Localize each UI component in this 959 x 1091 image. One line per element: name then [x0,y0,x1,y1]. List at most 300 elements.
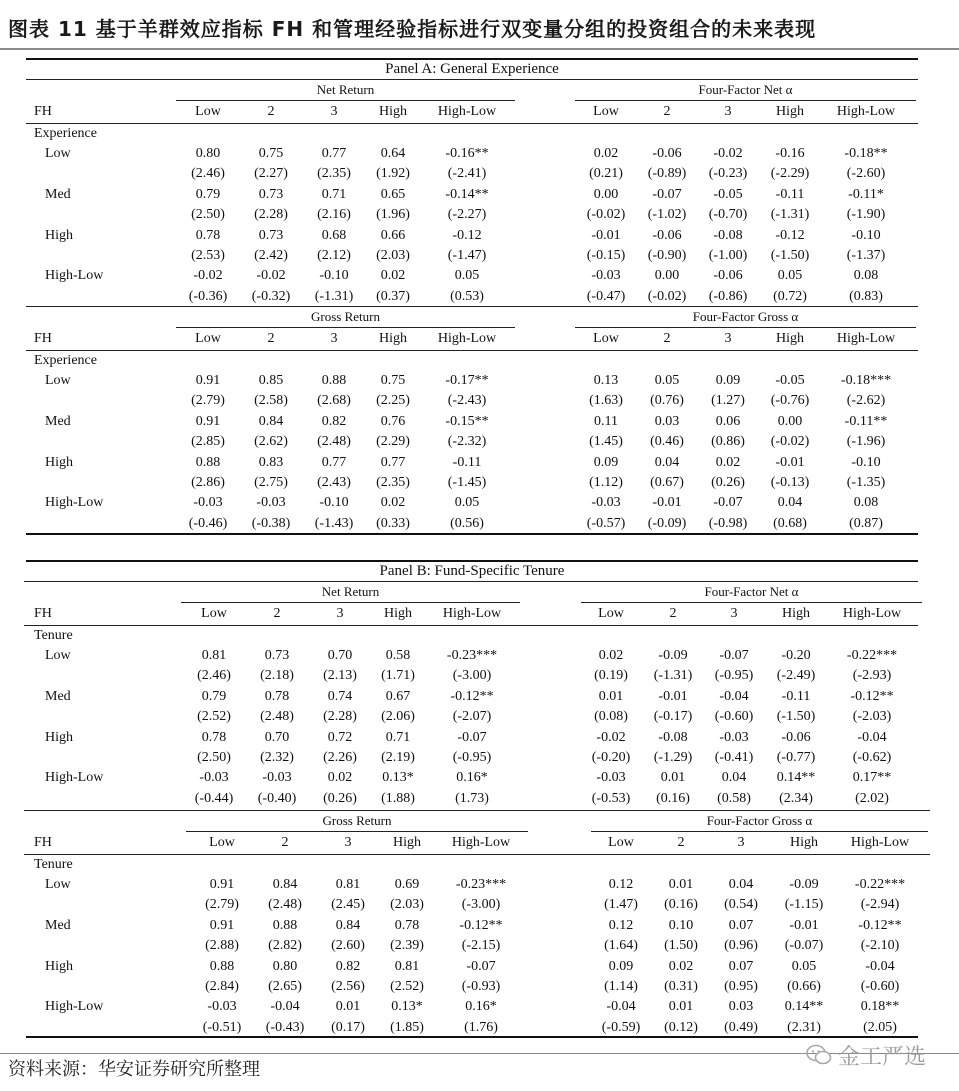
column-header: Low [593,104,619,119]
cell-value: -0.16** [445,146,489,161]
panel-top-rule [26,560,918,562]
cell-value: -0.07 [652,186,682,202]
header-rule [24,625,918,626]
cell-tstat: (-0.53) [591,790,631,806]
panel-bottom-rule [26,1036,918,1038]
cell-value: 0.02 [380,268,406,284]
cell-tstat: (2.52) [390,978,424,994]
panel-title: Panel B: Fund-Specific Tenure [379,563,565,579]
group-spanner-rule [176,100,515,101]
cell-tstat: (-0.23) [708,166,748,182]
cell-value: 0.69 [394,877,420,892]
cell-value: 0.13* [382,770,414,786]
cell-value: 0.01 [335,999,361,1015]
cell-value: 0.68 [321,227,347,243]
cell-value: -0.08 [713,227,743,243]
cell-value: -0.04 [865,958,895,974]
cell-tstat: (-0.90) [647,247,687,263]
cell-value: 0.02 [327,770,353,786]
cell-tstat: (1.45) [589,434,623,450]
cell-value: -0.07 [466,958,496,974]
cell-value: 0.04 [777,495,803,511]
cell-value: 0.05 [791,958,817,974]
cell-value: 0.79 [195,186,221,202]
cell-value: -0.12 [452,227,482,243]
cell-value: 0.67 [385,688,411,704]
cell-tstat: (-0.38) [251,515,291,531]
cell-tstat: (-2.62) [846,393,886,409]
wechat-icon [806,1044,832,1066]
cell-value: -0.06 [781,729,811,745]
cell-value: 0.81 [201,648,227,663]
cell-value: -0.04 [857,729,887,745]
cell-value: 0.74 [327,688,353,704]
cell-tstat: (2.29) [376,434,410,450]
cell-tstat: (2.68) [317,393,351,409]
cell-value: 0.85 [258,373,284,388]
cell-value: -0.05 [775,373,805,388]
column-header: Low [201,606,227,621]
row-label: Low [45,146,71,161]
block-top-rule [26,79,918,80]
cell-tstat: (2.39) [390,938,424,954]
column-header: 2 [281,835,289,850]
row-label: Med [45,186,71,202]
group-title: Net Return [316,82,375,97]
cell-value: -0.08 [658,729,688,745]
column-header: High-Low [836,331,896,346]
cell-tstat: (2.48) [268,897,302,913]
source-note: 资料来源：华安证券研究所整理 [8,1059,260,1080]
cell-tstat: (0.66) [787,978,821,994]
column-header: High-Low [437,331,497,346]
cell-value: -0.02 [713,146,743,161]
cell-value: -0.11 [775,186,805,202]
cell-value: 0.88 [195,454,221,470]
column-header: High [379,104,407,119]
section-label: Experience [34,353,97,368]
cell-value: 0.91 [209,877,235,892]
cell-value: 0.17** [852,770,892,786]
cell-value: 0.04 [728,877,754,892]
cell-tstat: (-0.20) [591,749,631,765]
cell-tstat: (2.79) [191,393,225,409]
cell-tstat: (1.63) [589,393,623,409]
cell-tstat: (0.95) [724,978,758,994]
cell-tstat: (-0.95) [452,749,492,765]
column-header: 3 [336,606,344,621]
column-header: 3 [330,104,338,119]
row-label: Low [45,648,71,663]
cell-value: -0.05 [713,186,743,202]
cell-value: -0.07 [719,648,749,663]
cell-value: -0.16 [775,146,805,161]
cell-tstat: (-1.29) [653,749,693,765]
cell-value: 0.09 [608,958,634,974]
cell-tstat: (2.88) [205,938,239,954]
column-header: 2 [669,606,677,621]
cell-tstat: (2.06) [381,709,415,725]
group-spanner-rule [181,602,520,603]
cell-tstat: (-0.89) [647,166,687,182]
cell-value: 0.13 [593,373,619,388]
column-header: 3 [724,331,732,346]
cell-tstat: (-0.17) [653,709,693,725]
cell-tstat: (-0.40) [257,790,297,806]
column-header: 3 [344,835,352,850]
cell-value: -0.03 [719,729,749,745]
cell-tstat: (-2.27) [447,207,487,223]
cell-tstat: (0.16) [656,790,690,806]
cell-tstat: (-2.60) [846,166,886,182]
cell-tstat: (0.37) [376,288,410,304]
section-label: Tenure [34,857,73,872]
cell-value: 0.58 [385,648,411,663]
cell-value: 0.72 [327,729,353,745]
cell-tstat: (2.65) [268,978,302,994]
cell-value: -0.03 [207,999,237,1015]
cell-value: 0.81 [335,877,361,892]
group-title: Four-Factor Gross α [692,309,799,324]
group-title: Net Return [321,584,380,599]
cell-tstat: (0.58) [717,790,751,806]
column-header: High-Low [442,606,502,621]
row-header-fh: FH [34,835,52,850]
cell-tstat: (0.31) [664,978,698,994]
cell-tstat: (1.73) [455,790,489,806]
cell-tstat: (-0.60) [860,978,900,994]
group-title: Gross Return [322,813,392,828]
cell-tstat: (0.19) [594,668,628,684]
cell-tstat: (2.79) [205,897,239,913]
cell-tstat: (2.62) [254,434,288,450]
row-label: High-Low [45,999,104,1015]
cell-value: 0.12 [608,917,634,933]
cell-value: -0.09 [789,877,819,892]
cell-tstat: (2.43) [317,474,351,490]
cell-value: 0.73 [258,186,284,202]
cell-value: 0.01 [660,770,686,786]
cell-value: -0.12** [858,917,902,933]
cell-tstat: (1.88) [381,790,415,806]
cell-tstat: (-2.49) [776,668,816,684]
group-title: Four-Factor Net α [698,82,793,97]
cell-tstat: (0.68) [773,515,807,531]
cell-tstat: (-1.45) [447,474,487,490]
column-header: High-Low [850,835,910,850]
cell-value: 0.84 [258,413,284,429]
cell-tstat: (0.56) [450,515,484,531]
cell-tstat: (-0.51) [202,1019,242,1035]
cell-tstat: (-0.57) [586,515,626,531]
row-label: High-Low [45,495,104,511]
cell-tstat: (-1.31) [770,207,810,223]
cell-value: 0.80 [272,958,298,974]
cell-tstat: (-0.46) [188,515,228,531]
cell-value: -0.01 [775,454,805,470]
cell-tstat: (2.31) [787,1019,821,1035]
row-label: High [45,454,73,470]
row-header-fh: FH [34,104,52,119]
cell-tstat: (2.48) [260,709,294,725]
cell-value: 0.65 [380,186,406,202]
cell-tstat: (0.86) [711,434,745,450]
cell-value: 0.01 [598,688,624,704]
cell-tstat: (-0.02) [586,207,626,223]
cell-tstat: (-2.29) [770,166,810,182]
cell-value: -0.04 [606,999,636,1015]
cell-tstat: (-0.36) [188,288,228,304]
cell-value: -0.06 [652,227,682,243]
header-rule [24,854,930,855]
cell-tstat: (0.72) [773,288,807,304]
cell-tstat: (0.46) [650,434,684,450]
cell-tstat: (-1.31) [653,668,693,684]
column-header: 2 [663,331,671,346]
column-header: High-Low [836,104,896,119]
cell-tstat: (2.52) [197,709,231,725]
cell-value: 0.16* [465,999,497,1015]
cell-value: -0.03 [591,268,621,284]
panel-title: Panel A: General Experience [385,61,559,77]
cell-value: 0.84 [272,877,298,892]
column-header: Low [195,331,221,346]
cell-value: -0.12** [450,688,494,704]
column-header: High [776,331,804,346]
cell-value: 0.10 [668,917,694,933]
cell-value: -0.06 [652,146,682,161]
cell-value: 0.71 [385,729,411,745]
cell-value: -0.10 [851,227,881,243]
row-label: Med [45,413,71,429]
cell-tstat: (-1.02) [647,207,687,223]
watermark-text: 金工严选 [838,1044,927,1070]
column-header: 3 [737,835,745,850]
cell-tstat: (0.67) [650,474,684,490]
header-rule [26,350,918,351]
cell-tstat: (-0.86) [708,288,748,304]
title-rule [0,48,959,50]
cell-value: 0.08 [853,268,879,284]
cell-value: 0.76 [380,413,406,429]
group-spanner-rule [575,100,916,101]
cell-tstat: (-1.96) [846,434,886,450]
group-spanner-rule [591,831,928,832]
cell-value: -0.01 [652,495,682,511]
cell-tstat: (2.27) [254,166,288,182]
row-header-fh: FH [34,606,52,621]
cell-tstat: (-0.47) [586,288,626,304]
cell-tstat: (0.33) [376,515,410,531]
cell-value: 0.03 [654,413,680,429]
cell-tstat: (2.53) [191,247,225,263]
cell-value: -0.22*** [846,648,898,663]
cell-value: -0.11** [844,413,888,429]
cell-tstat: (-0.02) [770,434,810,450]
cell-tstat: (0.83) [849,288,883,304]
cell-tstat: (-0.62) [852,749,892,765]
cell-tstat: (-2.94) [860,897,900,913]
cell-value: 0.04 [721,770,747,786]
cell-tstat: (2.28) [254,207,288,223]
cell-value: -0.17** [445,373,489,388]
cell-tstat: (2.86) [191,474,225,490]
cell-tstat: (-1.37) [846,247,886,263]
cell-value: -0.11 [452,454,482,470]
cell-value: 0.73 [264,648,290,663]
cell-tstat: (0.54) [724,897,758,913]
cell-value: 0.71 [321,186,347,202]
cell-value: 0.77 [321,454,347,470]
cell-tstat: (0.49) [724,1019,758,1035]
header-rule [26,123,918,124]
cell-tstat: (1.50) [664,938,698,954]
cell-tstat: (1.27) [711,393,745,409]
cell-value: 0.07 [728,917,754,933]
cell-value: 0.01 [668,877,694,892]
cell-tstat: (-1.43) [314,515,354,531]
cell-tstat: (-0.07) [784,938,824,954]
cell-value: 0.82 [335,958,361,974]
row-header-fh: FH [34,331,52,346]
cell-value: 0.83 [258,454,284,470]
cell-value: 0.82 [321,413,347,429]
cell-tstat: (2.45) [331,897,365,913]
cell-tstat: (0.12) [664,1019,698,1035]
watermark [806,1040,926,1070]
group-spanner-rule [575,327,916,328]
cell-tstat: (2.84) [205,978,239,994]
column-header: High [393,835,421,850]
cell-tstat: (-2.07) [452,709,492,725]
column-header: High [782,606,810,621]
panel-top-rule [26,58,918,60]
column-header: Low [209,835,235,850]
column-header: Low [593,331,619,346]
column-header: 3 [724,104,732,119]
cell-tstat: (2.85) [191,434,225,450]
cell-tstat: (-2.41) [447,166,487,182]
cell-value: -0.11* [848,186,884,202]
cell-value: 0.88 [272,917,298,933]
cell-tstat: (-0.02) [647,288,687,304]
cell-tstat: (-3.00) [461,897,501,913]
cell-tstat: (0.96) [724,938,758,954]
group-title: Four-Factor Gross α [706,813,813,828]
cell-value: 0.05 [654,373,680,388]
cell-tstat: (1.92) [376,166,410,182]
cell-value: -0.02 [193,268,223,284]
column-header: High-Low [842,606,902,621]
group-title: Four-Factor Net α [704,584,799,599]
cell-tstat: (1.96) [376,207,410,223]
cell-tstat: (2.50) [197,749,231,765]
cell-value: -0.03 [596,770,626,786]
cell-tstat: (-0.60) [714,709,754,725]
cell-tstat: (2.56) [331,978,365,994]
cell-tstat: (2.48) [317,434,351,450]
cell-value: -0.18*** [840,373,892,388]
cell-value: 0.00 [777,413,803,429]
cell-tstat: (-0.32) [251,288,291,304]
cell-tstat: (2.13) [323,668,357,684]
cell-value: 0.14** [784,999,824,1015]
cell-value: 0.14** [776,770,816,786]
cell-value: -0.23*** [455,877,507,892]
cell-value: 0.77 [321,146,347,161]
group-spanner-rule [581,602,922,603]
column-header: 3 [730,606,738,621]
cell-tstat: (-0.09) [647,515,687,531]
cell-tstat: (-0.43) [265,1019,305,1035]
cell-tstat: (0.08) [594,709,628,725]
column-header: 2 [267,331,275,346]
cell-tstat: (-0.44) [194,790,234,806]
cell-tstat: (-2.43) [447,393,487,409]
cell-value: 0.77 [380,454,406,470]
cell-tstat: (0.16) [664,897,698,913]
cell-value: 0.70 [327,648,353,663]
cell-tstat: (-0.59) [601,1019,641,1035]
cell-tstat: (2.25) [376,393,410,409]
cell-tstat: (0.87) [849,515,883,531]
cell-tstat: (-1.90) [846,207,886,223]
cell-tstat: (1.47) [604,897,638,913]
cell-tstat: (-1.15) [784,897,824,913]
cell-value: 0.81 [394,958,420,974]
cell-tstat: (2.28) [323,709,357,725]
cell-tstat: (-3.00) [452,668,492,684]
cell-value: 0.91 [209,917,235,933]
cell-value: 0.05 [454,268,480,284]
cell-value: -0.12** [850,688,894,704]
row-label: High [45,729,73,745]
column-header: High [384,606,412,621]
cell-tstat: (-1.47) [447,247,487,263]
cell-tstat: (-0.13) [770,474,810,490]
cell-tstat: (0.21) [589,166,623,182]
cell-value: 0.02 [715,454,741,470]
cell-tstat: (-0.41) [714,749,754,765]
cell-value: -0.09 [658,648,688,663]
column-header: Low [608,835,634,850]
column-header: 3 [330,331,338,346]
cell-tstat: (2.12) [317,247,351,263]
cell-tstat: (2.35) [317,166,351,182]
cell-value: -0.02 [596,729,626,745]
cell-value: -0.01 [591,227,621,243]
cell-value: -0.04 [719,688,749,704]
cell-tstat: (2.02) [855,790,889,806]
cell-value: 0.09 [593,454,619,470]
cell-value: -0.03 [199,770,229,786]
cell-tstat: (1.64) [604,938,638,954]
row-label: High-Low [45,770,104,786]
cell-value: 0.11 [594,413,618,429]
group-spanner-rule [176,327,515,328]
cell-value: 0.09 [715,373,741,388]
cell-tstat: (2.16) [317,207,351,223]
cell-value: 0.04 [654,454,680,470]
cell-value: 0.64 [380,146,406,161]
cell-value: -0.10 [851,454,881,470]
cell-tstat: (0.26) [323,790,357,806]
cell-value: -0.03 [262,770,292,786]
cell-value: -0.10 [319,268,349,284]
cell-tstat: (-2.32) [447,434,487,450]
cell-value: 0.02 [668,958,694,974]
cell-value: 0.18** [860,999,900,1015]
